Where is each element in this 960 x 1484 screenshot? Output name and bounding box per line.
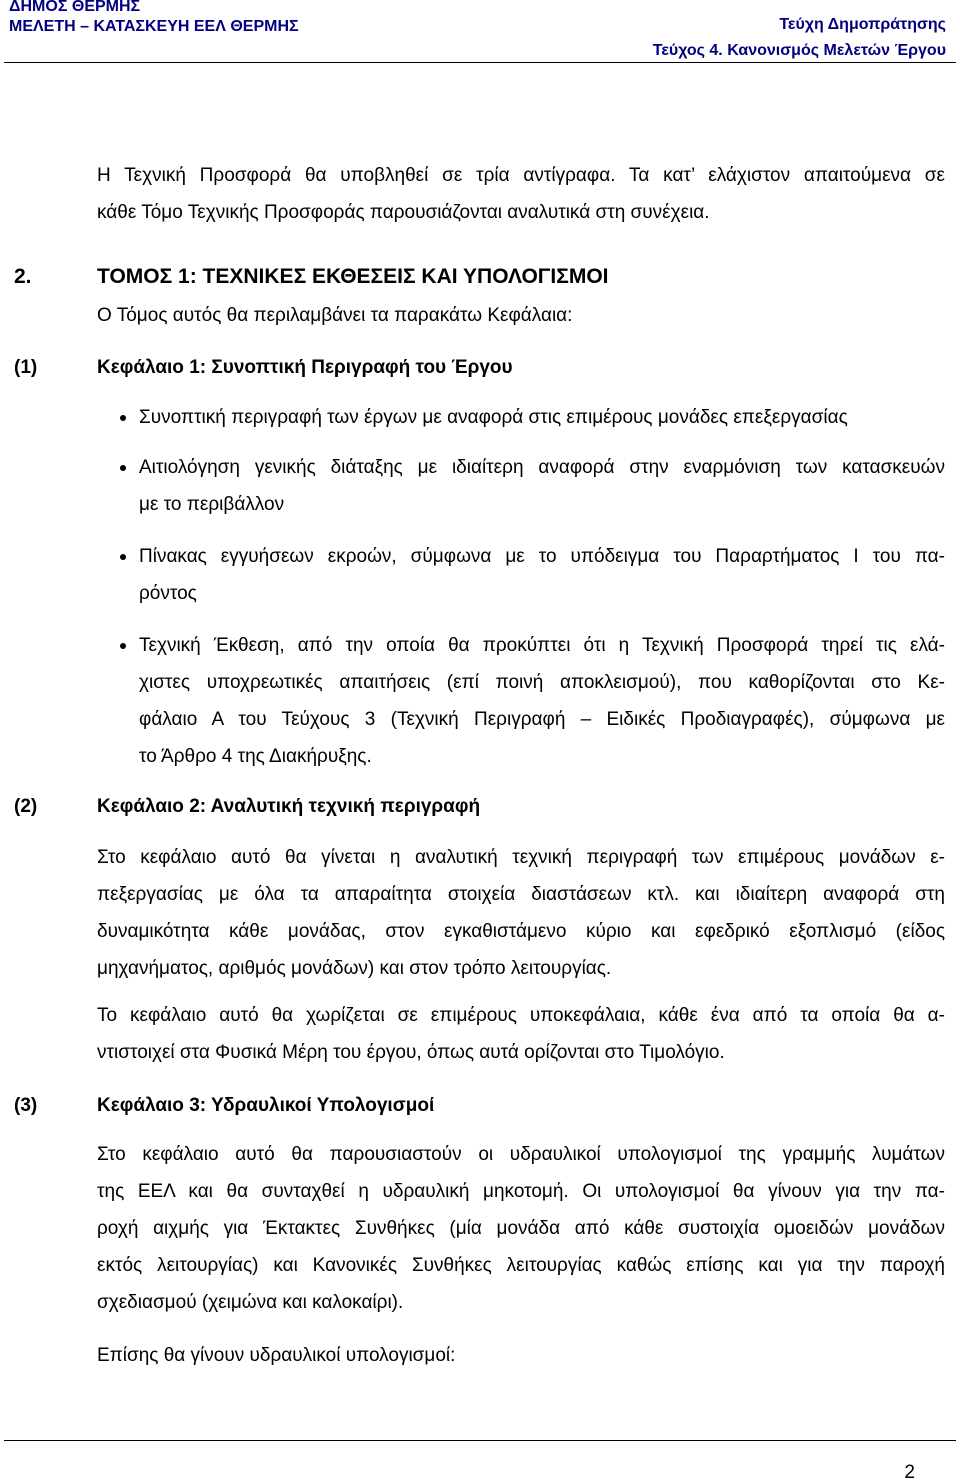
bullet-icon bbox=[120, 415, 126, 421]
section-number: 2. bbox=[14, 265, 32, 288]
page-number: 2 bbox=[904, 1462, 915, 1483]
header-document: Τεύχος 4. Κανονισμός Μελετών Έργου bbox=[652, 42, 946, 59]
paragraph-line: ντιστοιχεί στα Φυσικά Μέρη του έργου, όπως αυτά ορίζονται στο Τιμολόγιο. bbox=[97, 1042, 725, 1063]
paragraph-line: Στο κεφάλαιο αυτό θα παρουσιαστούν οι υδραυλικοί υπολογισμοί της γραμμής λυμάτων bbox=[97, 1144, 945, 1165]
chapter-2-paragraph bbox=[97, 997, 945, 1071]
paragraph-line: πεξεργασίας με όλα τα απαραίτητα στοιχεία διαστάσεων κτλ. και ιδιαίτερη αναφορά στη bbox=[97, 884, 945, 905]
bullet-line: Τεχνική Έκθεση, από την οποία θα προκύπτει ότι η Τεχνική Προσφορά τηρεί τις ελά- bbox=[139, 635, 945, 656]
bullet-line: Αιτιολόγηση γενικής διάταξης με ιδιαίτερη αναφορά στην εναρμόνιση των κατασκευών bbox=[139, 457, 945, 478]
section-title: ΤΟΜΟΣ 1: ΤΕΧΝΙΚΕΣ ΕΚΘΕΣΕΙΣ ΚΑΙ ΥΠΟΛΟΓΙΣΜΟΙ bbox=[97, 265, 609, 288]
header-divider bbox=[4, 62, 956, 63]
bullet-line: το Άρθρο 4 της Διακήρυξης. bbox=[139, 746, 372, 767]
chapter-1-number: (1) bbox=[14, 357, 38, 378]
chapter-1-bullet bbox=[139, 449, 945, 523]
paragraph-line: σχεδιασμού (χειμώνα και καλοκαίρι). bbox=[97, 1292, 404, 1313]
footer-divider bbox=[4, 1440, 956, 1441]
chapter-1-bullet bbox=[139, 627, 945, 775]
chapter-3-lead-in: Επίσης θα γίνουν υδραυλικοί υπολογισμοί: bbox=[97, 1345, 456, 1366]
bullet-line: φάλαιο Α του Τεύχους 3 (Τεχνική Περιγραφή – Ειδικές Προδιαγραφές), σύμφωνα με bbox=[139, 709, 945, 730]
bullet-line: ρόντος bbox=[139, 583, 197, 604]
header-project: ΜΕΛΕΤΗ – ΚΑΤΑΣΚΕΥΗ ΕΕΛ ΘΕΡΜΗΣ bbox=[9, 18, 299, 35]
chapter-3-title: Κεφάλαιο 3: Υδραυλικοί Υπολογισμοί bbox=[97, 1095, 435, 1116]
bullet-line: Συνοπτική περιγραφή των έργων με αναφορά στις επιμέρους μονάδες επεξεργασίας bbox=[139, 407, 848, 428]
chapter-1-bullet bbox=[139, 538, 945, 612]
bullet-line: Πίνακας εγγυήσεων εκροών, σύμφωνα με το υπόδειγμα του Παραρτήματος Ι του πα- bbox=[139, 546, 945, 567]
bullet-icon bbox=[120, 554, 126, 560]
paragraph-line: εκτός λειτουργίας) και Κανονικές Συνθήκες λειτουργίας καθώς επίσης και για την παροχή bbox=[97, 1255, 945, 1276]
paragraph-line: δυναμικότητα κάθε μονάδας, στον εγκαθιστάμενο κύριο και εφεδρικό εξοπλισμό (είδος bbox=[97, 921, 945, 942]
chapter-2-paragraph bbox=[97, 839, 945, 987]
chapter-2-number: (2) bbox=[14, 796, 38, 817]
paragraph-line: μηχανήματος, αριθμός μονάδων) και στον τρόπο λειτουργίας. bbox=[97, 958, 612, 979]
bullet-line: με το περιβάλλον bbox=[139, 494, 285, 515]
intro-line: κάθε Τόμο Τεχνικής Προσφοράς παρουσιάζονται αναλυτικά στη συνέχεια. bbox=[97, 202, 710, 223]
intro-paragraph bbox=[97, 157, 945, 231]
intro-line: Η Τεχνική Προσφορά θα υποβληθεί σε τρία αντίγραφα. Τα κατ’ ελάχιστον απαιτούμενα σε bbox=[97, 165, 945, 186]
header-municipality: ΔΗΜΟΣ ΘΕΡΜΗΣ bbox=[9, 0, 141, 15]
paragraph-line: Το κεφάλαιο αυτό θα χωρίζεται σε επιμέρους υποκεφάλαια, κάθε ένα από τα οποία θα α- bbox=[97, 1005, 945, 1026]
chapter-1-title: Κεφάλαιο 1: Συνοπτική Περιγραφή του Έργου bbox=[97, 357, 513, 378]
paragraph-line: ροχή αιχμής για Έκτακτες Συνθήκες (μία μονάδα από κάθε συστοιχία ομοειδών μονάδων bbox=[97, 1218, 945, 1239]
section-subtitle: Ο Τόμος αυτός θα περιλαμβάνει τα παρακάτω Κεφάλαια: bbox=[97, 305, 573, 326]
chapter-2-title: Κεφάλαιο 2: Αναλυτική τεχνική περιγραφή bbox=[97, 796, 481, 817]
bullet-icon bbox=[120, 643, 126, 649]
paragraph-line: της ΕΕΛ και θα συνταχθεί η υδραυλική μηκοτομή. Οι υπολογισμοί θα γίνουν για την πα- bbox=[97, 1181, 945, 1202]
header-volume: Τεύχη Δημοπράτησης bbox=[779, 16, 946, 33]
chapter-3-paragraph bbox=[97, 1136, 945, 1321]
paragraph-line: Στο κεφάλαιο αυτό θα γίνεται η αναλυτική τεχνική περιγραφή των επιμέρους μονάδων ε- bbox=[97, 847, 945, 868]
bullet-icon bbox=[120, 465, 126, 471]
bullet-line: χιστες υποχρεωτικές απαιτήσεις (επί ποινή αποκλεισμού), που καθορίζονται στο Κε- bbox=[139, 672, 945, 693]
chapter-3-number: (3) bbox=[14, 1095, 38, 1116]
chapter-1-bullet bbox=[139, 399, 945, 436]
